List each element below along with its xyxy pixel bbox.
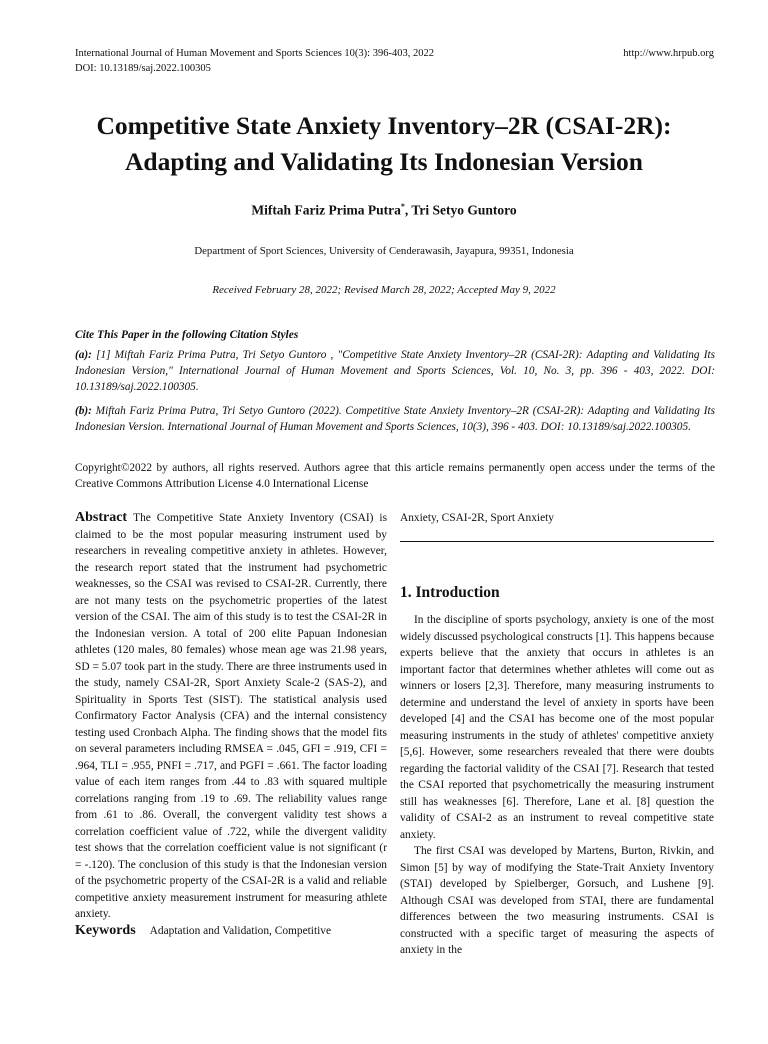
corresponding-mark: * — [400, 202, 405, 211]
received-dates: Received February 28, 2022; Revised March 28, 2022; Accepted May 9, 2022 — [212, 284, 556, 296]
introduction-body — [400, 612, 714, 959]
citation-a-label: (a): — [75, 349, 92, 361]
right-column-keywords — [400, 510, 714, 527]
keywords-text-2: Anxiety, CSAI-2R, Sport Anxiety — [400, 512, 554, 524]
author-list — [40, 202, 728, 219]
copyright-notice: Copyright©2022 by authors, all rights reserved. Authors agree that this article remains permanently open access under the terms of the Creative Commons Attribution License 4.0 International License — [75, 462, 715, 490]
citation-heading: Cite This Paper in the following Citation Styles — [75, 329, 299, 341]
keywords-text-1: Adaptation and Validation, Competitive — [149, 924, 332, 937]
abstract-heading: Abstract — [75, 510, 128, 525]
abstract-text: The Competitive State Anxiety Inventory (CSAI) is claimed to be the most popular measuring instrument used by researchers in revealing competitive anxiety in athletes. However, the research report stated that the instrument had psychometric weaknesses, so the CSAI was revised to CSAI-2R. Currently, there are not many tests on the psychometric properties of the latest version of the CSAI. The aim of this study is to test the CSAI-2R in the Indonesian version. A total of 200 elite Papuan Indonesian athletes (120 males, 80 females) whose mean age was 21.98 years, SD = 5.07 took part in the study. There are three instruments used in the study, namely CSAI-2R, Sport Anxiety Scale-2 (SAS-2), and Spirituality in Sports Test (SIST). The statistical analysis used Confirmatory Factor Analysis (CFA) and the internal consistency testing used Cronbach Alpha. The finding shows that the model fits on several parameters including RMSEA = .045, GFI = .919, CFI = .964, TLI = .955, PNFI = .717, and PGFI = .661. The factor loading value of each item ranges from .44 to .83 with squared multiple correlations ranging from .19 to .69. The reliability values range from .61 to .86. Overall, the convergent validity test shows a correlation coefficient value of .722, while the divergent validity test shows that the correlation coefficient value is not significant (r = -.120). The conclusion of this study is that the Indonesian version of the psychometric property of the CSAI-2R is a valid and reliable competitive anxiety measurement instrument for measuring athlete anxiety. — [75, 512, 387, 920]
intro-paragraph-2: The first CSAI was developed by Martens, Burton, Rivkin, and Simon [5] by way of modifying the State-Trait Anxiety Inventory (STAI) developed by Spielberger, Gorsuch, and Lushene [9]. Although CSAI was developed from STAI, there are fundamental differences between the two measuring instruments. CSAI is constructed with a specific target of measuring the aspects of anxiety in the — [400, 845, 714, 956]
journal-citation-line: International Journal of Human Movement and Sports Sciences 10(3): 396-403, 2022 — [75, 48, 434, 59]
section-divider — [400, 541, 714, 542]
journal-header — [75, 46, 434, 76]
citation-style-b — [75, 403, 715, 435]
introduction-heading: 1. Introduction — [400, 584, 500, 601]
citation-style-a — [75, 347, 715, 395]
journal-url[interactable]: http://www.hrpub.org — [623, 48, 714, 59]
title-line-2: Adapting and Validating Its Indonesian Version — [124, 147, 643, 176]
paper-title — [40, 108, 728, 180]
citation-a-text: [1] Miftah Fariz Prima Putra, Tri Setyo Guntoro , "Competitive State Anxiety Inventory–2R (CSAI-2R): Adapting and Validating Its Indonesian Version," International Journal of Human Movement and Sports Sciences, Vol. 10, No. 3, pp. 396 - 403, 2022. DOI: 10.13189/saj.2022.100305. — [75, 349, 715, 393]
author-1: Miftah Fariz Prima Putra — [251, 202, 401, 218]
intro-paragraph-1: In the discipline of sports psychology, anxiety is one of the most widely discussed psychological constructs [1]. This happens because experts believe that the anxiety that occurs in athletes is an important factor that determines whether athletes will come out as winners or losers [2,3]. Therefore, many measuring instruments to determine and understand the level of anxiety in sports have been developed [4] and the CSAI has become one of the most popular measuring instruments in the study of athletes' competitive anxiety [5,6]. However, some researchers revealed that there were doubts regarding the factorial validity of the CSAI [7]. Research that tested the CSAI reported that psychometrically the measuring instrument still has weaknesses [6]. Therefore, Lane et al. [8] question the validity of CSAI-2 as an instrument to reveal competitive state anxiety. — [400, 614, 714, 841]
citation-b-text: Miftah Fariz Prima Putra, Tri Setyo Guntoro (2022). Competitive State Anxiety Inventory–2R (CSAI-2R): Adapting and Validating Its Indonesian Version. International Journal of Human Movement and Sports Sciences, 10(3), 396 - 403. DOI: 10.13189/saj.2022.100305. — [75, 405, 715, 433]
author-2: , Tri Setyo Guntoro — [404, 202, 517, 218]
affiliation: Department of Sport Sciences, University of Cenderawasih, Jayapura, 99351, Indonesia — [194, 245, 574, 257]
abstract — [75, 510, 387, 923]
keywords — [75, 923, 387, 940]
keywords-heading: Keywords — [75, 922, 136, 938]
title-line-1: Competitive State Anxiety Inventory–2R (CSAI-2R): — [96, 111, 672, 140]
doi-line: DOI: 10.13189/saj.2022.100305 — [75, 63, 211, 74]
left-column — [75, 510, 387, 939]
citation-b-label: (b): — [75, 405, 92, 417]
